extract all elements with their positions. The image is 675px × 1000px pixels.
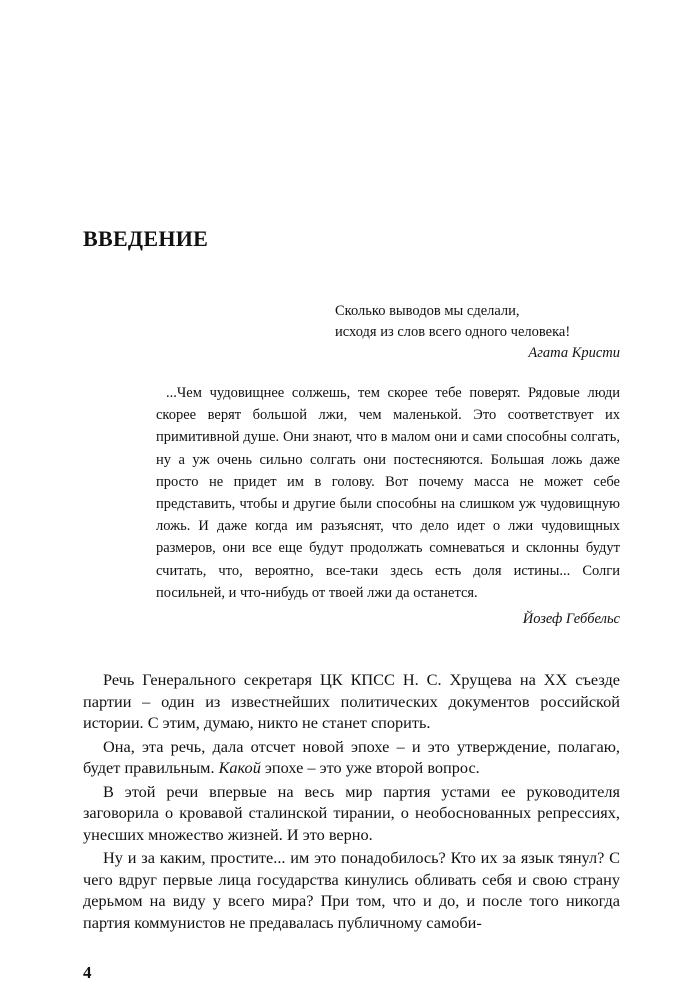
paragraph bbox=[83, 736, 620, 779]
paragraph: Ну и за каким, простите... им это понадобилось? Кто их за язык тянул? С чего вдруг первые лица государства кинулись обливать себя и свою страну дерьмом на виду у всего мира? При том, что и до, и после того никогда партия коммунистов не предавалась публичному самоби- bbox=[83, 848, 620, 932]
epigraph-goebbels bbox=[156, 382, 620, 630]
paragraph-text: эпохе – это уже второй вопрос. bbox=[260, 758, 480, 777]
paragraph-text: Она, эта речь, дала отсчет новой эпохе – и это утверждение, полагаю, будет правильным. bbox=[83, 736, 620, 777]
paragraph: В этой речи впервые на весь мир партия устами ее руководителя заговорила о кровавой сталинской тирании, о необоснованных репрессиях, унесших множество жизней. И это верно. bbox=[83, 781, 620, 844]
epigraph-christie bbox=[335, 301, 620, 364]
paragraph: Речь Генерального секретаря ЦК КПСС Н. С. Хрущева на XX съезде партии – один из известнейших политических документов российской истории. С этим, думаю, никто не станет спорить. bbox=[83, 670, 620, 732]
epigraph-quote: ...Чем чудовищнее солжешь, тем скорее тебе поверят. Рядовые люди скорее верят большой лжи, чем маленькой. Это соответствует их примитивной душе. Они знают, что в малом они и сами способны солгать, ну а уж очень сильно солгать они постесняются. Большая ложь даже просто не придет им в голову. Вот почему масса не может себе представить, чтобы и другие были способны на слишком уж чудовищную ложь. И даже когда им разъяснят, что дело идет о лжи чудовищных размеров, они все еще будут продолжать сомневаться и склонны будут считать, что, вероятно, все-таки здесь есть доля истины... Солги посильней, и что-нибудь от твоей лжи да останется. bbox=[156, 385, 620, 601]
epigraph-author: Йозеф Геббельс bbox=[522, 611, 620, 628]
epigraph-line: Сколько выводов мы сделали, bbox=[335, 303, 520, 319]
epigraph-line: исходя из слов всего одного человека! bbox=[335, 324, 571, 340]
epigraph-author: Агата Кристи bbox=[528, 345, 620, 361]
body-text bbox=[83, 669, 620, 933]
emphasis-text: Какой bbox=[218, 758, 261, 777]
chapter-heading: ВВЕДЕНИЕ bbox=[83, 226, 209, 251]
page-number: 4 bbox=[83, 963, 92, 982]
